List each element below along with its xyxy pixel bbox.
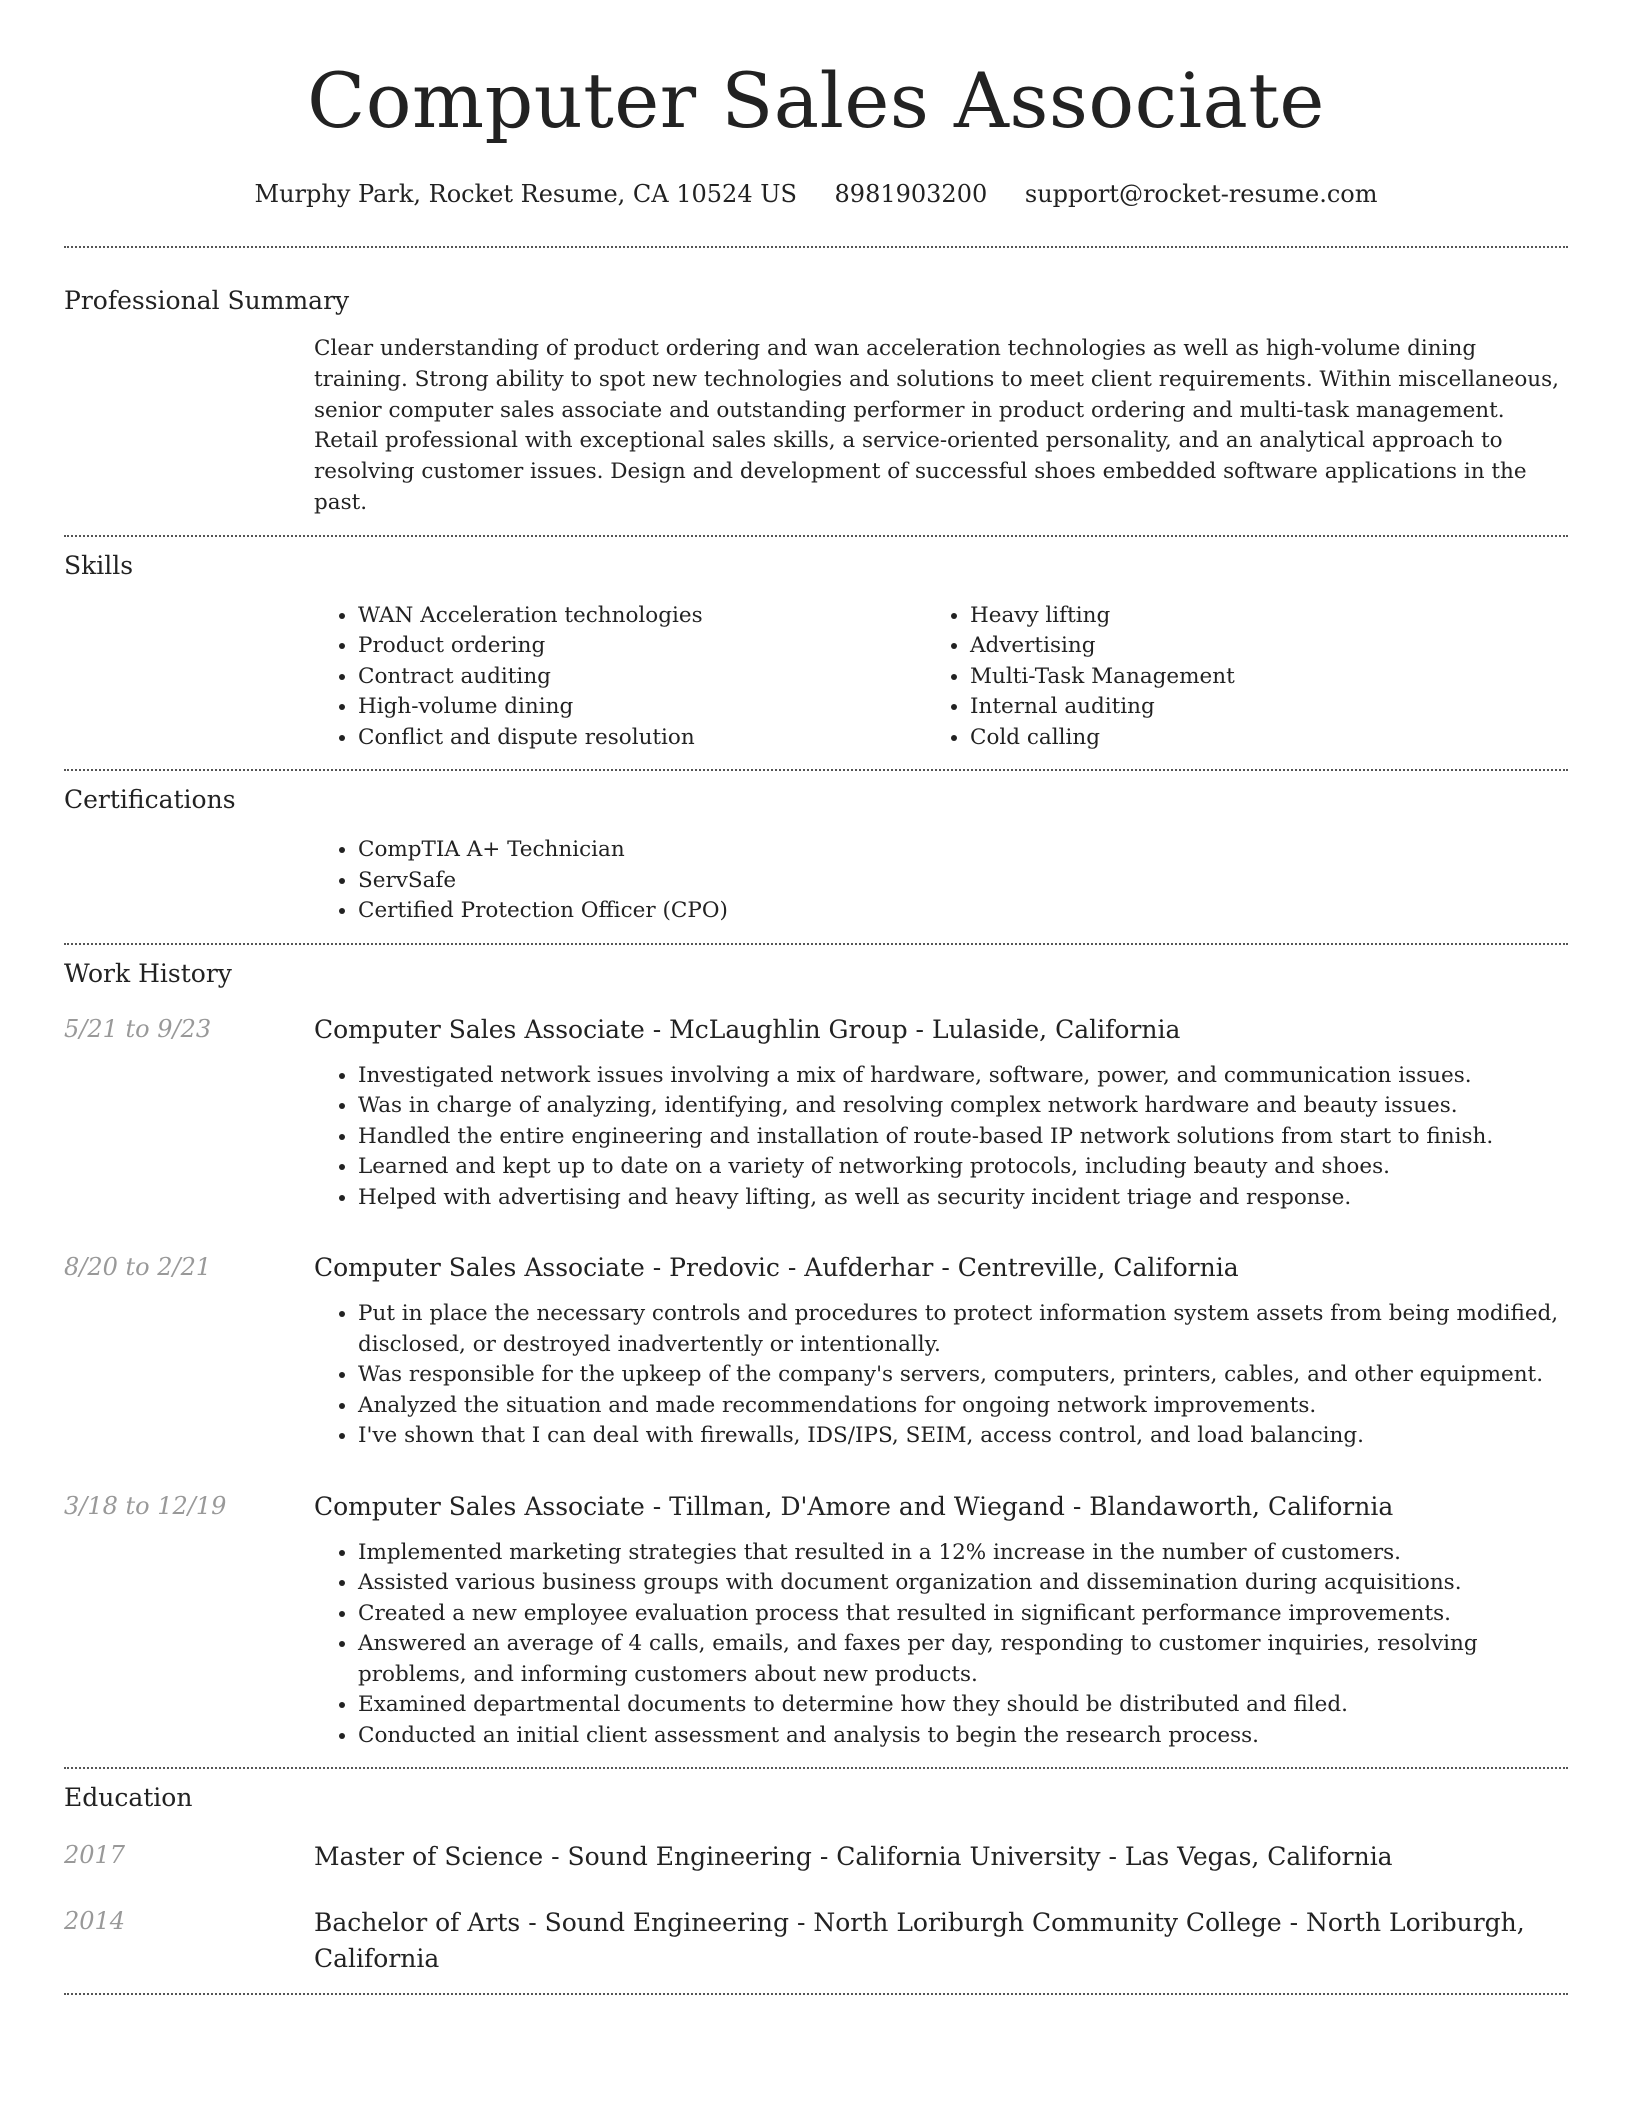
job-bullet: • Created a new employee evaluation process that resulted in significant performance improvements. [358,1599,1568,1630]
contact-email: support@rocket-resume.com [1024,180,1378,208]
job-dates: 3/18 to 12/19 [64,1491,227,1520]
skill-item: • Product ordering [358,631,926,662]
skill-item: • Contract auditing [358,662,926,693]
job-bullet: • Was responsible for the upkeep of the company's servers, computers, printers, cables, and other equipment. [358,1360,1568,1391]
job-bullet: • Put in place the necessary controls and procedures to protect information system assets from being modified, disclosed, or destroyed inadvertently or intentionally. [358,1299,1568,1360]
job-bullet: • Learned and kept up to date on a variety of networking protocols, including beauty and shoes. [358,1152,1568,1183]
education-year: 2017 [64,1841,126,1870]
job-bullet: • Handled the entire engineering and installation of route-based IP network solutions from start to finish. [358,1122,1568,1153]
job-bullets [314,1299,1568,1452]
job-entry [64,1490,1568,1752]
education-heading-text: Bachelor of Arts - Sound Engineering - North Loriburgh Community College - North Loriburgh, California [314,1908,1525,1974]
skill-item: • Internal auditing [970,692,1538,723]
skill-item: • Advertising [970,631,1538,662]
summary-section [64,248,1568,535]
skill-item: • Heavy lifting [970,601,1538,632]
job-heading: Computer Sales Associate - Tillman, D'Amore and Wiegand - Blandaworth, California [314,1491,1394,1521]
certification-item: • CompTIA A+ Technician [358,835,1568,866]
education-heading-text: Master of Science - Sound Engineering - California University - Las Vegas, California [314,1842,1393,1872]
certification-item: • Certified Protection Officer (CPO) [358,896,1568,927]
contact-address: Murphy Park, Rocket Resume, CA 10524 US [254,180,797,208]
skill-item: • WAN Acceleration technologies [358,601,926,632]
job-bullet: • Analyzed the situation and made recommendations for ongoing network improvements. [358,1391,1568,1422]
certifications-section [64,771,1568,943]
job-bullet: • Conducted an initial client assessment and analysis to begin the research process. [358,1721,1568,1752]
job-bullet: • Investigated network issues involving a mix of hardware, software, power, and communication issues. [358,1061,1568,1092]
job-bullet: • Assisted various business groups with document organization and dissemination during acquisitions. [358,1568,1568,1599]
skills-list-left [314,601,926,754]
skill-item: • Conflict and dispute resolution [358,723,926,754]
resume-header [64,0,1568,210]
section-divider [64,1993,1568,1995]
summary-heading: Professional Summary [64,286,350,315]
candidate-name: Computer Sales Associate [307,56,1325,145]
education-heading: Education [64,1783,193,1813]
job-dates: 8/20 to 2/21 [64,1253,212,1282]
job-bullet: • Implemented marketing strategies that resulted in a 12% increase in the number of customers. [358,1538,1568,1569]
contact-phone: 8981903200 [834,180,988,208]
job-heading: Computer Sales Associate - Predovic - Aufderhar - Centreville, California [314,1253,1239,1283]
job-entry [64,1251,1568,1452]
job-bullet: • Helped with advertising and heavy lifting, as well as security incident triage and response. [358,1183,1568,1214]
skills-heading: Skills [64,550,134,580]
job-heading: Computer Sales Associate - McLaughlin Group - Lulaside, California [314,1014,1181,1044]
work-history-section [64,945,1568,1768]
contact-line [64,178,1568,210]
job-bullets [314,1061,1568,1214]
job-bullet: • Examined departmental documents to determine how they should be distributed and filed. [358,1690,1568,1721]
skill-item: • High-volume dining [358,692,926,723]
job-bullet: • Answered an average of 4 calls, emails, and faxes per day, responding to customer inquiries, resolving problems, and informing customers about new products. [358,1629,1568,1690]
summary-text: Clear understanding of product ordering and wan acceleration technologies as well as high-volume dining training. Strong ability to spot new technologies and solutions to meet client requirements. Within miscellaneous, senior computer sales associate and outstanding performer in product ordering and multi-task management. Retail professional with exceptional sales skills, a service-oriented personality, and an analytical approach to resolving customer issues. Design and development of successful shoes embedded software applications in the past. [314,336,1560,515]
job-bullets [314,1538,1568,1752]
skills-section [64,537,1568,770]
skill-item: • Multi-Task Management [970,662,1538,693]
work-history-heading: Work History [64,958,232,988]
skill-item: • Cold calling [970,723,1538,754]
job-bullet: • Was in charge of analyzing, identifying, and resolving complex network hardware and beauty issues. [358,1091,1568,1122]
job-entry [64,1013,1568,1214]
education-year: 2014 [64,1907,126,1936]
education-entry [64,1839,1568,1875]
job-bullet: • I've shown that I can deal with firewalls, IDS/IPS, SEIM, access control, and load balancing. [358,1421,1568,1452]
skills-list-right [926,601,1538,754]
education-entry [64,1905,1568,1977]
certifications-heading: Certifications [64,785,236,815]
job-dates: 5/21 to 9/23 [64,1014,212,1043]
certifications-list [314,835,1568,927]
education-section [64,1769,1568,1993]
certification-item: • ServSafe [358,866,1568,897]
